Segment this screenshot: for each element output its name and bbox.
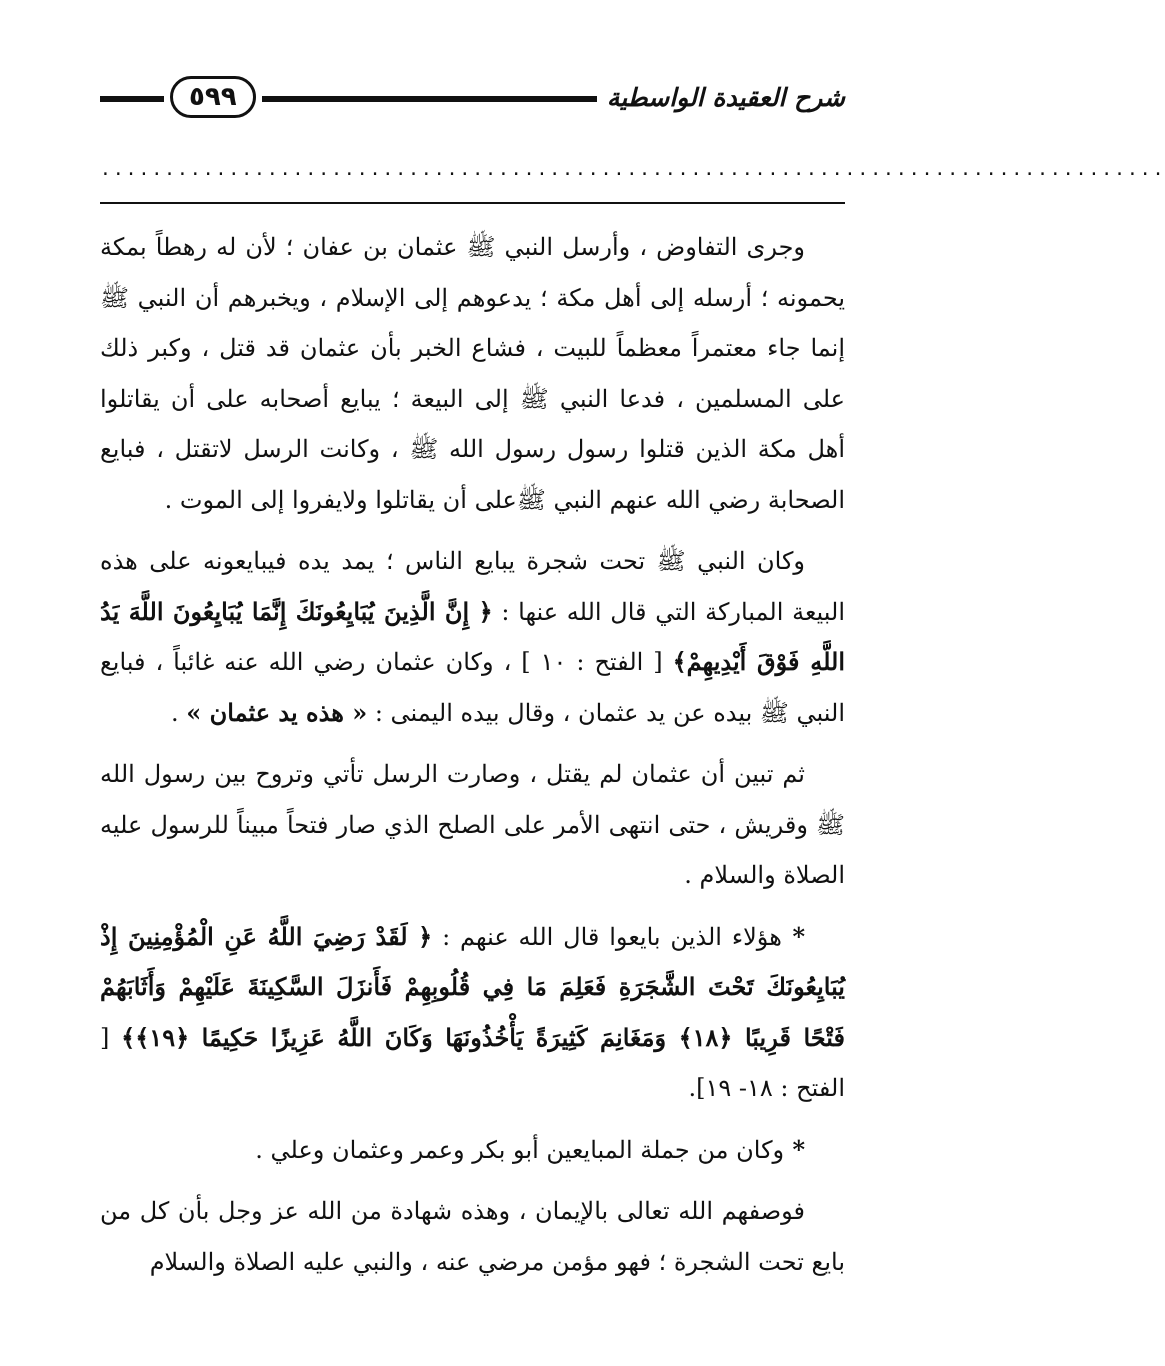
paragraph-text: . xyxy=(171,698,187,727)
paragraph-text: [ الفتح : ١٠ ] ، وكان عثمان رضي الله عنه غائباً ، فبايع النبي ﷺ بيده عن يد عثمان ، وقال بيده اليمنى : xyxy=(100,648,845,727)
quran-verse: ﴿ لَقَدْ رَضِيَ اللَّهُ عَنِ الْمُؤْمِنِينَ إِذْ يُبَايِعُونَكَ تَحْتَ الشَّجَرَةِ فَعَلِمَ مَا فِي قُلُوبِهِمْ فَأَنزَلَ السَّكِينَةَ عَلَيْهِمْ وَأَثَابَهُمْ فَتْحًا قَرِيبًا ﴿١٨﴾ وَمَغَانِمَ كَثِيرَةً يَأْخُذُونَهَا وَكَانَ اللَّهُ عَزِيزًا حَكِيمًا ﴿١٩﴾﴾ xyxy=(100,921,845,1052)
hadith-quote: « هذه يد عثمان » xyxy=(186,697,368,727)
quran-verse: ﴿ إِنَّ الَّذِينَ يُبَايِعُونَكَ إِنَّمَا يُبَايِعُونَ اللَّهَ يَدُ اللَّهِ فَوْقَ أَيْدِيهِمْ﴾ xyxy=(100,596,846,676)
page-number-badge xyxy=(164,76,262,118)
paragraph-text: وكان من جملة المبايعين أبو بكر وعمر وعثمان وعلي . xyxy=(255,1135,785,1164)
paragraph-6 xyxy=(100,1186,845,1287)
paragraph-text: وجرى التفاوض ، وأرسل النبي ﷺ عثمان بن عفان ؛ لأن له رهطاً بمكة يحمونه ؛ أرسله إلى أهل مكة ؛ يدعوهم إلى الإسلام ، ويخبرهم أن النبي ﷺ إنما جاء معتمراً معظماً للبيت ، فشاع الخبر بأن عثمان قد قتل ، وكبر ذلك على المسلمين ، فدعا النبي ﷺ إلى البيعة ؛ يبايع أصحابه على أن يقاتلوا أهل مكة الذين قتلوا رسول رسول الله ﷺ ، وكانت الرسل لاتقتل ، فبايع الصحابة رضي الله عنهم النبي ﷺعلى أن يقاتلوا ولايفروا إلى الموت . xyxy=(100,233,845,514)
paragraph-1 xyxy=(100,222,845,525)
paragraph-text: هؤلاء الذين بايعوا قال الله عنهم : xyxy=(432,922,782,951)
paragraph-2 xyxy=(100,536,845,738)
page-header xyxy=(100,70,845,130)
main-text xyxy=(100,222,845,1298)
paragraph-4 xyxy=(100,912,845,1114)
paragraph-text: ثم تبين أن عثمان لم يقتل ، وصارت الرسل تأتي وتروح بين رسول الله ﷺ وقريش ، حتى انتهى الأمر على الصلح الذي صار فتحاً مبيناً للرسول عليه الصلاة والسلام . xyxy=(100,760,845,889)
paragraph-5 xyxy=(100,1125,845,1176)
dotted-separator: ................................................................................... xyxy=(100,159,1165,180)
horizontal-divider xyxy=(100,202,845,204)
page-number: ٥٩٩ xyxy=(170,76,256,118)
paragraph-text: [ الفتح : ١٨- ١٩]. xyxy=(100,1023,845,1102)
asterisk-marker: * xyxy=(781,921,805,951)
paragraph-text: فوصفهم الله تعالى بالإيمان ، وهذه شهادة من الله عز وجل بأن كل من بايع تحت الشجرة ؛ فهو مؤمن مرضي عنه ، والنبي عليه الصلاة والسلام xyxy=(100,1197,845,1276)
asterisk-marker: * xyxy=(784,1134,805,1164)
book-title: شرح العقيدة الواسطية xyxy=(597,78,845,118)
paragraph-text: وكان النبي ﷺ تحت شجرة يبايع الناس ؛ يمد يده فيبايعونه على هذه البيعة المباركة التي قال الله عنها : xyxy=(100,547,846,626)
paragraph-3 xyxy=(100,749,845,901)
